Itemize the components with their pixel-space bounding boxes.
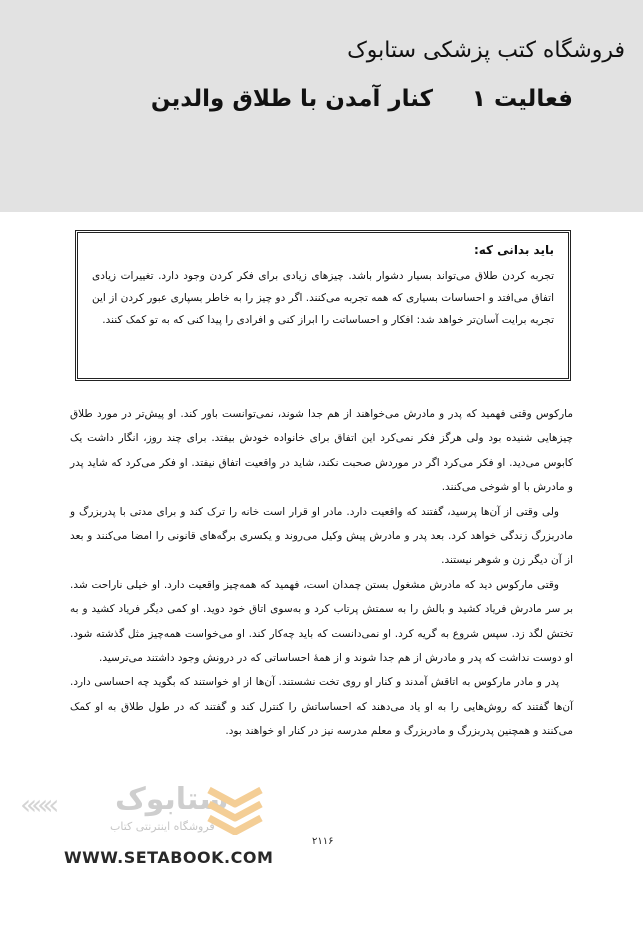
- story-paragraph: ولی وقتی از آن‌ها پرسید، گفتند که واقعیت دارد. مادر او قرار است خانه را ترک کند و برای مدتی با پدربزرگ و مادربزرگ زندگی خواهد کرد. بعد پدر و مادرش پیش وکیل می‌روند و یکسری برگه‌های قانونی را امضا می‌کنند و بعد از آن دیگر زن و شوهر نیستند.: [70, 505, 573, 567]
- store-title: فروشگاه کتب پزشکی ستابوک: [347, 38, 625, 63]
- setabook-watermark: [20, 780, 280, 880]
- chevrons-icon: «««: [20, 788, 54, 821]
- notice-heading: باید بدانی که:: [473, 243, 554, 257]
- watermark-brand: ستابوک: [115, 782, 229, 817]
- page-number: ۲۱۱۶: [312, 836, 334, 847]
- story-paragraph: مارکوس وقتی فهمید که پدر و مادرش می‌خواهند از هم جدا شوند، نمی‌توانست باور کند. او پیش‌تر در مورد طلاق چیزهایی شنیده بود ولی هرگز فکر نمی‌کرد این اتفاق برای خانواده خودش بیفتد. برای چند روز، انگار داشت یک کابوس می‌دید. او فکر می‌کرد اگر در موردش صحبت نکند، شاید در واقعیت اتفاق نیفتد. او فکر می‌کرد که شاید پدر و مادرش با او شوخی می‌کنند.: [70, 408, 573, 494]
- activity-label: فعالیت ۱: [471, 86, 573, 112]
- watermark-subtitle: فروشگاه اینترنتی کتاب: [110, 820, 215, 833]
- activity-heading: [70, 86, 573, 126]
- page-header: [0, 0, 643, 212]
- story-paragraph: پدر و مادر مارکوس به اتاقش آمدند و کنار او روی تخت نشستند. آن‌ها از او خواستند که بگوید چه احساسی دارد. آن‌ها گفتند که روش‌هایی را به او یاد می‌دهند که احساساتش را کنترل کند و گفتند که در طول طلاق به او کمک می‌کنند و همچنین پدربزرگ و مادربزرگ و معلم مدرسه نیز در کنار او خواهند بود.: [70, 676, 573, 738]
- story-paragraph: وقتی مارکوس دید که مادرش مشغول بستن چمدان است، فهمید که همه‌چیز واقعیت دارد. او خیلی ناراحت شد. بر سر مادرش فریاد کشید و بالش را به سمتش پرتاب کرد و به‌سوی اتاق خود دوید. او کمی دیگر فریاد کشید و به تختش لگد زد. سپس شروع به گریه کرد. او نمی‌دانست که باید چه‌کار کند. او می‌خواست همه‌چیز مثل گذشته شود. او دوست نداشت که پدر و مادرش از هم جدا شوند و از همهٔ احساساتی که در درونش وجود داشتند می‌ترسید.: [70, 578, 573, 665]
- story-body: [70, 402, 573, 744]
- activity-title: کنار آمدن با طلاق والدین: [150, 86, 433, 112]
- notice-box: [75, 230, 571, 381]
- notice-text: تجربه کردن طلاق می‌تواند بسیار دشوار باشد. چیزهای زیادی برای فکر کردن وجود دارد. تغییرات زیادی اتفاق می‌افتد و احساسات بسیاری که همه تجربه می‌کنند. اگر دو چیز را به خاطر بسپاری عبور کردن از این تجربه برایت آسان‌تر خواهد شد: افکار و احساساتت را ابراز کنی و افرادی را پیدا کنی که به تو کمک کنند.: [92, 270, 554, 326]
- watermark-url: WWW.SETABOOK.COM: [64, 848, 274, 867]
